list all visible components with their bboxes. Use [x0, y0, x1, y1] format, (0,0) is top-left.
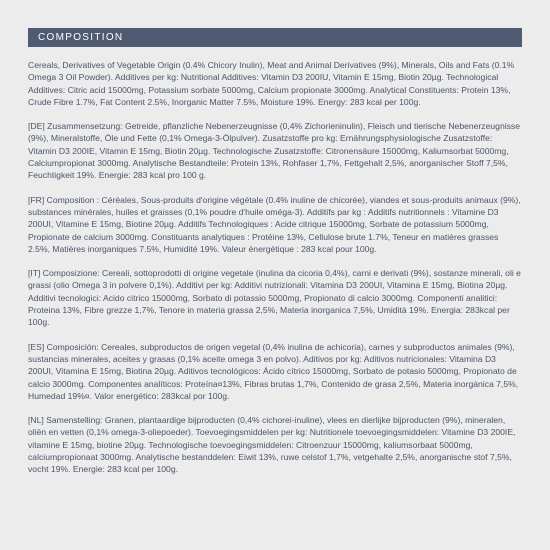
composition-paragraph-de: [DE] Zusammensetzung: Getreide, pflanzliche Nebenerzeugnisse (0,4% Zichorieninulin), Fleisch und tierische Nebenerzeugnisse (9%), Mineralstoffe, Öle und Fette (0,1% Omega-3-Ölpulver). Zusatzstoffe pro kg: Ernährungsphysiologische Zusatzstoffe: Vitamin D3 200IE, Vitamin E 15mg, Biotin 20µg. Technologische Zusatzstoffe: Citronensäure 15000mg, Kaliumsorbat 5000mg, Calciumpropionat 3000mg. Analytische Bestandteile: Protein 13%, Rohfaser 1,7%, Fettgehalt 2,5%, anorganischer Stoff 7,5%, Feuchtigkeit 19%. Energie: 283 kcal pro 100 g. — [28, 121, 521, 181]
composition-paragraph-fr: [FR] Composition : Céréales, Sous-produits d'origine végétale (0.4% inuline de chicorée), viandes et sous-produits animaux (9%), substances minérales, huiles et graisses (0,1% poudre d'huile oméga-3). Additifs par kg : Additifs nutritionnels : Vitamine D3 200UI, Vitamine E 15mg, Biotine 20µg. Additifs Technologiques : Acide citrique 15000mg, Sorbate de potassium 5000mg, Propionate de calcium 3000mg. Constituants analytiques : Protéine 13%, Cellulose brute 1.7%, Teneur en matières grasses 2.5%, Matières inorganiques 7.5%, Humidité 19%. Valeur énergétique : 283 kcal pour 100g. — [28, 194, 521, 254]
composition-paragraph-es: [ES] Composición: Cereales, subproductos de origen vegetal (0,4% inulina de achicoria), carnes y subproductos animales (9%), sustancias minerales, aceites y grasas (0,1% aceite omega 3 en polvo). Aditivos por kg: Aditivos nutricionales: Vitamina D3 200UI, Vitamina E 15mg, Biotina 20µg. Aditivos tecnológicos: Ácido cítrico 15000mg, Sorbato de potasio 5000mg, Propionato de calcio 3000mg. Componentes analíticos: Proteína¤13%, Fibras brutas 1,7%, Contenido de grasa 2,5%, Materia inorgánica 7,5%, Humedad 19%¤. Valor energético: 283kcal por 100g. — [28, 341, 519, 401]
section-title: COMPOSITION — [38, 32, 124, 43]
composition-paragraph-en: Cereals, Derivatives of Vegetable Origin (0.4% Chicory Inulin), Meat and Animal Derivatives (9%), Minerals, Oils and Fats (0.1% Omega 3 Oil Powder). Additives per kg: Nutritional Additives: Vitamin D3 200IU, Vitamin E 15mg, Biotin 20µg. Technological Additives: Citric acid 15000mg, Potassium sorbate 5000mg, Calcium propionate 3000mg. Analytical Constituents: Protein 13%, Crude Fibre 1.7%, Fat Content 2.5%, Inorganic Matter 7.5%, Moisture 19%. Energy: 283 kcal per 100g. — [28, 60, 515, 107]
composition-paragraph-nl: [NL] Samenstelling: Granen, plantaardige bijproducten (0,4% cichorei-inuline), vlees en dierlijke bijproducten (9%), mineralen, oliën en vetten (0,1% omega-3-oliepoeder). Toevoegingsmiddelen per kg: Nutritionele toevoegingsmiddelen: Vitamine D3 200IE, vitamine E 15mg, biotine 20µg. Technologische toevoegingsmiddelen: Citroenzuur 15000mg, kaliumsorbaat 5000mg, calciumpropionaat 3000mg. Analytische bestanddelen: Eiwit 13%, ruwe celstof 1,7%, vetgehalte 2,5%, anorganische stof 7,5%, vocht 19%. Energie: 283 kcal per 100g. — [28, 415, 516, 475]
composition-paragraph-it: [IT] Composizione: Cereali, sottoprodotti di origine vegetale (inulina da cicoria 0,4%), carni e derivati (9%), sostanze minerali, oli e grassi (olio Omega 3 in polvere 0,1%). Additivi per kg: Additivi nutrizionali: Vitamina D3 200UI, Vitamina E 15mg, Biotina 20µg. Additivi tecnologici: Acido citrico 15000mg, Sorbato di potassio 5000mg, Propionato di calcio 3000mg. Componenti analitici: Proteina 13%, Fibre grezze 1,7%, Tenore in materia grassa 2,5%, Materia inorganica 7,5%, Umidità 19%. Energia: 283kcal per 100g. — [28, 268, 521, 328]
composition-text-block — [28, 59, 522, 488]
section-header-bar — [28, 28, 522, 47]
